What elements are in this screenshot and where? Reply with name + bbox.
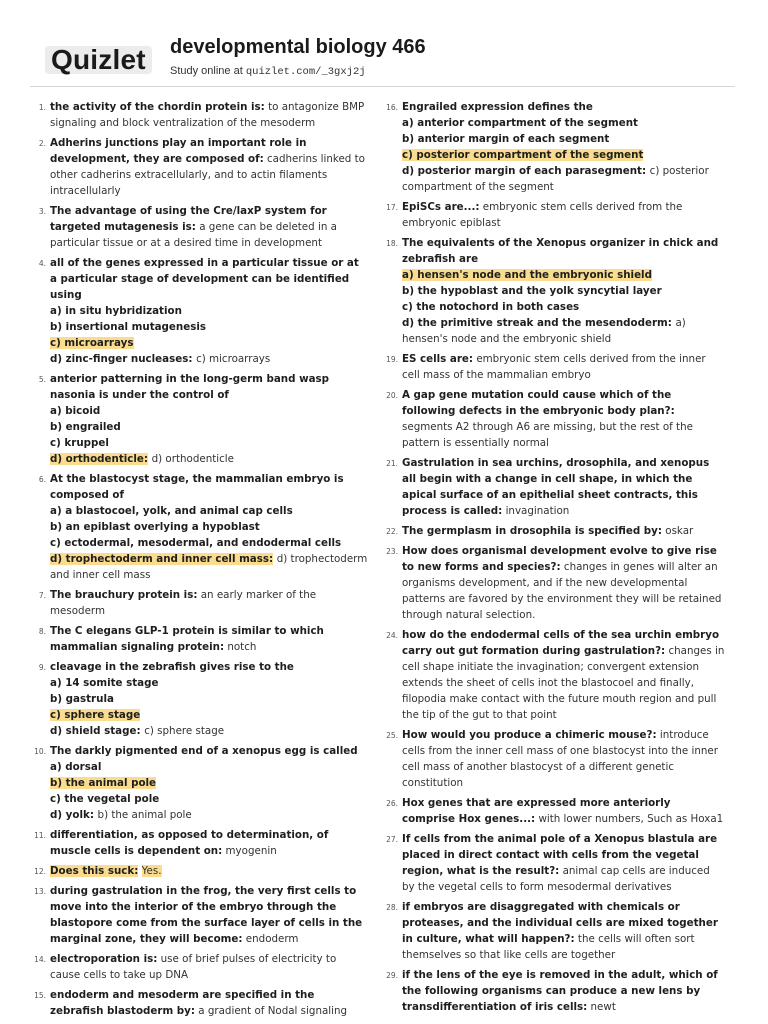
question-text: The advantage of using the Cre/laxP system for targeted mutagenesis is:	[50, 205, 327, 233]
answer-text: animal cap cells are induced by the vegetal cells to form mesodermal derivatives	[402, 865, 710, 893]
answer-text: changes in genes will alter an organisms development, and if the new developmental patterns are favored by the environment they will be retained through natural selection.	[402, 561, 722, 621]
answer-option	[50, 675, 368, 691]
item-number: 24.	[386, 631, 398, 640]
option-text: a) dorsal	[50, 761, 102, 773]
answer-option	[50, 775, 368, 791]
answer-text: an early marker of the mesoderm	[50, 589, 317, 617]
question-text: differentiation, as opposed to determination, of muscle cells is dependent on:	[50, 829, 329, 857]
question-text: Engrailed expression defines the	[402, 101, 593, 113]
item-number: 29.	[386, 971, 398, 980]
answer-option	[50, 759, 368, 775]
option-text: d) yolk:	[50, 809, 94, 821]
flashcard-item	[382, 899, 725, 963]
answer-option	[402, 267, 725, 283]
study-url-link[interactable]: quizlet.com/_3gxj2j	[245, 66, 366, 78]
answer-option	[402, 163, 725, 195]
flashcard-item	[30, 743, 368, 823]
answer-option	[50, 403, 368, 419]
answer-text: embryonic stem cells derived from the inner cell mass of the mammalian embryo	[402, 353, 706, 381]
option-text: d) orthodenticle:	[50, 453, 149, 465]
item-number: 7.	[38, 591, 46, 600]
flashcard-item	[30, 471, 368, 583]
flashcard-item	[382, 235, 725, 347]
item-number: 23.	[386, 547, 398, 556]
answer-option	[50, 519, 368, 535]
option-text: c) kruppel	[50, 437, 109, 449]
option-text: d) posterior margin of each parasegment:	[402, 165, 647, 177]
answer-text: d) orthodenticle	[151, 453, 234, 465]
question-text: EpiSCs are...:	[402, 201, 480, 213]
item-number: 25.	[386, 731, 398, 740]
item-number: 28.	[386, 903, 398, 912]
left-column	[30, 99, 368, 1023]
answer-option	[50, 535, 368, 551]
item-number: 18.	[386, 239, 398, 248]
flashcard-item	[30, 135, 368, 199]
flashcard-item	[382, 523, 725, 539]
answer-text: b) the animal pole	[97, 809, 192, 821]
question-text: The darkly pigmented end of a xenopus egg is called	[50, 745, 358, 757]
question-text: The equivalents of the Xenopus organizer in chick and zebrafish are	[402, 237, 719, 265]
answer-text: a) hensen's node and the embryonic shield	[402, 317, 686, 345]
option-text: c) ectodermal, mesodermal, and endodermal cells	[50, 537, 342, 549]
flashcard-item	[30, 99, 368, 131]
question-text: Hox genes that are expressed more anteriorly comprise Hox genes...:	[402, 797, 671, 825]
answer-text: myogenin	[225, 845, 277, 857]
option-text: b) anterior margin of each segment	[402, 133, 610, 145]
answer-option	[50, 435, 368, 451]
option-text: b) an epiblast overlying a hypoblast	[50, 521, 260, 533]
answer-text: a gene can be deleted in a particular tissue or at a desired time in development	[50, 221, 337, 249]
option-text: a) anterior compartment of the segment	[402, 117, 638, 129]
right-column	[382, 99, 725, 1019]
option-text: b) insertional mutagenesis	[50, 321, 207, 333]
option-text: c) posterior compartment of the segment	[402, 149, 644, 161]
flashcard-item	[30, 827, 368, 859]
question-text: If cells from the animal pole of a Xenopus blastula are placed in direct contact with cells from the vegetal region, what is the result?:	[402, 833, 718, 877]
item-number: 13.	[34, 887, 46, 896]
question-text: during gastrulation in the frog, the very first cells to move into the interior of the embryo through the blastopore come from the surface layer of cells in the marginal zone, they will become:	[50, 885, 363, 945]
question-text: ES cells are:	[402, 353, 474, 365]
answer-option	[50, 303, 368, 319]
question-text: endoderm and mesoderm are specified in the zebrafish blastoderm by:	[50, 989, 315, 1017]
option-text: d) zinc-finger nucleases:	[50, 353, 193, 365]
header-divider	[30, 86, 735, 87]
item-number: 12.	[34, 867, 46, 876]
flashcard-item	[30, 203, 368, 251]
option-text: a) 14 somite stage	[50, 677, 159, 689]
option-text: b) gastrula	[50, 693, 114, 705]
flashcard-item	[382, 455, 725, 519]
question-text: anterior patterning in the long-germ band wasp nasonia is under the control of	[50, 373, 330, 401]
answer-text: c) posterior compartment of the segment	[402, 165, 709, 193]
flashcard-item	[30, 623, 368, 655]
answer-option	[402, 315, 725, 347]
answer-text: changes in cell shape initiate the invagination; convergent extension extends the sheet of cells inot the blastocoel and finally, filopodia make contact with the future mouth region and pull the tip of the gut to that point	[402, 645, 725, 721]
flashcard-item	[30, 255, 368, 367]
question-text: How does organismal development evolve to give rise to new forms and species?:	[402, 545, 717, 573]
answer-option	[50, 451, 368, 467]
answer-option	[50, 551, 368, 583]
flashcard-item	[382, 99, 725, 195]
answer-option	[402, 131, 725, 147]
flashcard-item	[382, 831, 725, 895]
answer-option	[50, 419, 368, 435]
item-number: 22.	[386, 527, 398, 536]
option-text: d) shield stage:	[50, 725, 141, 737]
flashcard-item	[382, 967, 725, 1015]
item-number: 2.	[38, 139, 46, 148]
question-text: how do the endodermal cells of the sea urchin embryo carry out gut formation during gastrulation?:	[402, 629, 720, 657]
answer-option	[50, 351, 368, 367]
answer-text: segments A2 through A6 are missing, but the rest of the pattern is essentially normal	[402, 421, 693, 449]
item-number: 6.	[38, 475, 46, 484]
answer-text: c) microarrays	[196, 353, 271, 365]
option-text: d) trophectoderm and inner cell mass:	[50, 553, 274, 565]
item-number: 8.	[38, 627, 46, 636]
item-number: 11.	[34, 831, 46, 840]
quizlet-logo[interactable]: Quizlet	[45, 46, 152, 74]
question-text: The germplasm in drosophila is specified by:	[402, 525, 662, 537]
item-number: 1.	[38, 103, 46, 112]
item-number: 20.	[386, 391, 398, 400]
option-text: b) engrailed	[50, 421, 121, 433]
flashcard-item	[30, 863, 368, 879]
question-text: cleavage in the zebrafish gives rise to the	[50, 661, 294, 673]
answer-text: use of brief pulses of electricity to cause cells to take up DNA	[50, 953, 337, 981]
flashcard-item	[30, 587, 368, 619]
answer-option	[50, 807, 368, 823]
item-number: 15.	[34, 991, 46, 1000]
question-text: if the lens of the eye is removed in the adult, which of the following organisms can produce a new lens by transdifferentiation of iris cells:	[402, 969, 718, 1013]
answer-option	[50, 691, 368, 707]
question-text: the activity of the chordin protein is:	[50, 101, 265, 113]
answer-text: the cells will often sort themselves so that like cells are together	[402, 933, 695, 961]
item-number: 9.	[38, 663, 46, 672]
answer-option	[50, 791, 368, 807]
answer-option	[50, 503, 368, 519]
option-text: a) in situ hybridization	[50, 305, 182, 317]
answer-text: embryonic stem cells derived from the embryonic epiblast	[402, 201, 683, 229]
study-prefix: Study online at	[170, 65, 246, 77]
answer-text: invagination	[505, 505, 570, 517]
study-online-line	[170, 65, 366, 78]
answer-text: cadherins linked to other cadherins extracellularly, and to actin filaments intracellularly	[50, 153, 365, 197]
question-text: A gap gene mutation could cause which of the following defects in the embryonic body plan?:	[402, 389, 675, 417]
answer-option	[50, 707, 368, 723]
option-text: a) hensen's node and the embryonic shield	[402, 269, 652, 281]
answer-text: notch	[227, 641, 257, 653]
question-text: The C elegans GLP-1 protein is similar to which mammalian signaling protein:	[50, 625, 324, 653]
answer-option	[402, 147, 725, 163]
option-text: c) microarrays	[50, 337, 134, 349]
question-text: How would you produce a chimeric mouse?:	[402, 729, 657, 741]
answer-text: oskar	[665, 525, 694, 537]
answer-text: d) trophectoderm and inner cell mass	[50, 553, 368, 581]
flashcard-item	[382, 795, 725, 827]
answer-text: introduce cells from the inner cell mass of one blastocyst into the inner cell mass of another blastocyst of a different genetic constitution	[402, 729, 718, 789]
item-number: 3.	[38, 207, 46, 216]
flashcard-item	[382, 543, 725, 623]
flashcard-item	[382, 627, 725, 723]
option-text: b) the animal pole	[50, 777, 157, 789]
option-text: a) bicoid	[50, 405, 101, 417]
answer-option	[50, 723, 368, 739]
option-text: a) a blastocoel, yolk, and animal cap cells	[50, 505, 293, 517]
flashcard-item	[30, 659, 368, 739]
item-number: 21.	[386, 459, 398, 468]
question-text: electroporation is:	[50, 953, 158, 965]
answer-text: to antagonize BMP signaling and block ventralization of the mesoderm	[50, 101, 365, 129]
question-text: Gastrulation in sea urchins, drosophila, and xenopus all begin with a change in cell shape, in which the apical surface of an epithelial sheet contracts, this process is called:	[402, 457, 710, 517]
option-text: c) the notochord in both cases	[402, 301, 580, 313]
answer-text: c) sphere stage	[144, 725, 225, 737]
answer-option	[50, 335, 368, 351]
header	[45, 34, 735, 86]
item-number: 14.	[34, 955, 46, 964]
question-text: Does this suck:	[50, 865, 139, 877]
answer-text: with lower numbers, Such as Hoxa1	[538, 813, 724, 825]
question-text: if embryos are disaggregated with chemicals or proteases, and the individual cells are mixed together in culture, what will happen?:	[402, 901, 718, 945]
item-number: 26.	[386, 799, 398, 808]
question-text: all of the genes expressed in a particular tissue or at a particular stage of development can be identified using	[50, 257, 359, 301]
answer-option	[402, 115, 725, 131]
item-number: 10.	[34, 747, 46, 756]
flashcard-item	[382, 387, 725, 451]
option-text: d) the primitive streak and the mesendoderm:	[402, 317, 672, 329]
item-number: 17.	[386, 203, 398, 212]
flashcard-item	[30, 371, 368, 467]
flashcard-item	[30, 951, 368, 983]
question-text: Adherins junctions play an important role in development, they are composed of:	[50, 137, 307, 165]
item-number: 16.	[386, 103, 398, 112]
flashcard-item	[382, 199, 725, 231]
answer-option	[50, 319, 368, 335]
answer-text: newt	[590, 1001, 616, 1013]
item-number: 4.	[38, 259, 46, 268]
question-text: At the blastocyst stage, the mammalian embryo is composed of	[50, 473, 344, 501]
item-number: 5.	[38, 375, 46, 384]
answer-text: a gradient of Nodal signaling	[198, 1005, 348, 1017]
answer-option	[402, 283, 725, 299]
flashcard-item	[382, 351, 725, 383]
answer-text: Yes.	[141, 865, 162, 877]
page-title: developmental biology 466	[170, 36, 426, 58]
question-text: The brauchury protein is:	[50, 589, 198, 601]
option-text: c) sphere stage	[50, 709, 141, 721]
option-text: b) the hypoblast and the yolk syncytial layer	[402, 285, 662, 297]
answer-option	[402, 299, 725, 315]
option-text: c) the vegetal pole	[50, 793, 160, 805]
item-number: 27.	[386, 835, 398, 844]
flashcard-item	[30, 883, 368, 947]
flashcard-item	[30, 987, 368, 1019]
answer-text: endoderm	[245, 933, 299, 945]
flashcard-item	[382, 727, 725, 791]
item-number: 19.	[386, 355, 398, 364]
